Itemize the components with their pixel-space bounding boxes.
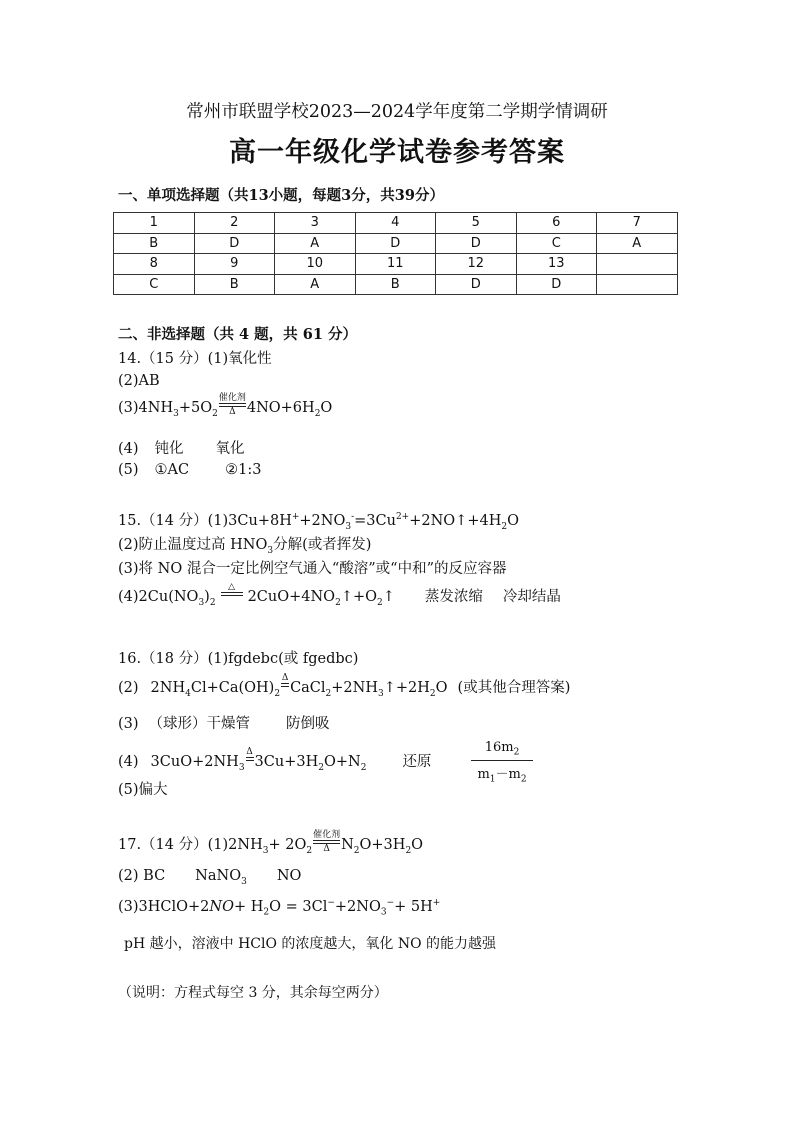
table-cell: D [194, 233, 275, 254]
table-cell [597, 254, 678, 275]
yield-fraction: $\frac{16m_2}{m_1-m_2}$ [471, 740, 532, 784]
table-cell: 8 [114, 254, 195, 275]
section2-title: 二、非选择题（共 4 题，共 61 分） [118, 326, 357, 343]
table-cell: 5 [436, 213, 517, 234]
table-cell: D [436, 233, 517, 254]
table-cell: A [275, 233, 356, 254]
document-title: 高一年级化学试卷参考答案 [229, 137, 565, 168]
section1-title: 一、单项选择题（共13小题，每题3分，共39分） [118, 187, 444, 204]
table-cell: C [114, 274, 195, 295]
table-row [114, 274, 678, 295]
table-cell: D [355, 233, 436, 254]
table-cell: D [436, 274, 517, 295]
table-cell: B [355, 274, 436, 295]
q14-part4: (4) 钝化 氧化 [118, 441, 245, 457]
table-cell: 13 [516, 254, 597, 275]
reaction-condition: △ [221, 582, 243, 606]
reaction-condition: 催化剂 Δ [218, 393, 246, 417]
table-cell: B [114, 233, 195, 254]
exam-header-line: 常州市联盟学校2023—2024学年度第二学期学情调研 [186, 102, 608, 122]
q16-header: 16.（18 分）(1)fgdebc(或 fgedbc) [118, 651, 359, 667]
table-cell: D [516, 274, 597, 295]
q15-header-equation: 15.（14 分）$(1)3Cu+8H^++2NO_3^-=3Cu^{2+}+2NO↑+4H_2O$ [118, 512, 519, 532]
table-cell: 3 [275, 213, 356, 234]
table-cell: 7 [597, 213, 678, 234]
table-cell: A [597, 233, 678, 254]
q14-part3-equation: $(3)4NH_3+5O_2$ 催化剂 Δ $4NO+6H_2O$ [118, 393, 333, 419]
table-cell: 10 [275, 254, 356, 275]
q17-part3-equation: (3)3HClO+2NO+ $H_2O = 3Cl^-+2NO_3^-+ 5H^+$ [118, 898, 441, 918]
table-cell: B [194, 274, 275, 295]
answer-table [113, 212, 678, 295]
table-cell: 9 [194, 254, 275, 275]
table-row [114, 254, 678, 275]
q16-part4-equation: (4) $3CuO+2NH_3$ Δ $3Cu+3H_2O+N_2$ 还原 $\frac{16m_2}{m_1-m_2}$ [118, 740, 533, 784]
q16-part3: (3) （球形）干燥管 防倒吸 [118, 716, 330, 732]
q17-part4: pH 越小，溶液中 HClO 的浓度越大，氧化 NO 的能力越强 [124, 936, 497, 952]
q17-part2: (2) BC NaNO$_3$ NO [118, 868, 302, 887]
q14-part2: (2)AB [118, 373, 160, 389]
table-cell: C [516, 233, 597, 254]
table-row [114, 233, 678, 254]
q15-part2: (2)防止温度过高 $HNO_3$分解(或者挥发) [118, 537, 372, 556]
table-cell: 2 [194, 213, 275, 234]
q15-part3: (3)将 NO 混合一定比例空气通入“酸溶”或“中和”的反应容器 [118, 561, 507, 577]
q15-part4-equation: $(4)2Cu(NO_3)_2$ △ $2CuO+4NO_2↑+O_2↑$ 蒸发浓缩 冷却结晶 [118, 582, 561, 608]
q14-header: 14.（15 分）(1)氧化性 [118, 351, 272, 367]
table-cell: 1 [114, 213, 195, 234]
table-cell: A [275, 274, 356, 295]
table-cell: 4 [355, 213, 436, 234]
q16-part2-equation: (2) $2NH_4Cl+Ca(OH)_2$ Δ $CaCl_2+2NH_3↑+2H_2O$ (或其他合理答案) [118, 673, 571, 699]
table-cell: 6 [516, 213, 597, 234]
q16-part5: (5)偏大 [118, 782, 168, 798]
scoring-note: （说明：方程式每空 3 分，其余每空两分） [118, 985, 388, 1001]
reaction-condition: Δ [281, 673, 289, 697]
table-row [114, 213, 678, 234]
table-cell: 12 [436, 254, 517, 275]
reaction-condition: 催化剂 Δ [313, 830, 341, 854]
q17-header-equation: 17.（14 分）$(1)2NH_3+ 2O_2$ 催化剂 Δ $N_2O+3H_2O$ [118, 830, 424, 856]
q14-part5: (5) ①AC ②1:3 [118, 462, 262, 478]
reaction-condition: Δ [246, 747, 254, 771]
table-cell: 11 [355, 254, 436, 275]
table-cell [597, 274, 678, 295]
